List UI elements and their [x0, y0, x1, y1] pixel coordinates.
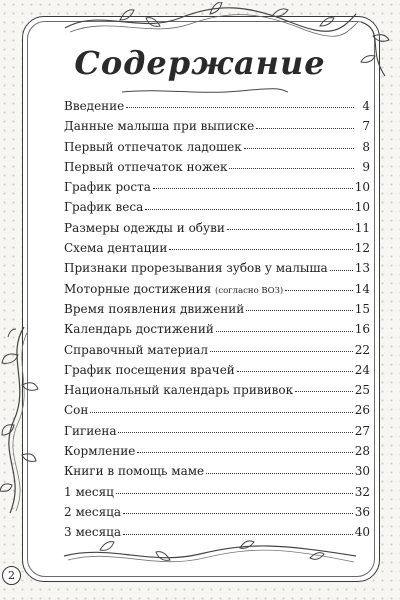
- toc-entry-title: [64, 177, 151, 197]
- toc-entry-title-text: Признаки прорезывания зубов у малыша: [64, 261, 328, 276]
- toc-entry[interactable]: [64, 461, 370, 481]
- toc-entry-page: 10: [354, 200, 370, 215]
- toc-entry-title: [64, 400, 88, 420]
- toc-entry-page: 12: [354, 241, 370, 256]
- toc-entry-page: 22: [354, 342, 370, 357]
- toc-entry-title-text: Первый отпечаток ножек: [64, 159, 228, 174]
- toc-entry-title-text: Данные малыша при выписке: [64, 119, 255, 134]
- toc-entry-page: 30: [354, 464, 370, 479]
- toc-entry-title: [64, 482, 114, 502]
- page-number: 2: [2, 566, 21, 585]
- toc-entry[interactable]: [64, 258, 370, 278]
- toc-entry-title: [64, 137, 242, 157]
- toc-dot-leader: [256, 127, 354, 129]
- toc-dot-leader: [285, 289, 353, 291]
- toc-entry[interactable]: [64, 502, 370, 522]
- toc-entry-title-text: 3 месяца: [64, 525, 122, 540]
- toc-dot-leader: [210, 350, 353, 352]
- toc-entry[interactable]: [64, 218, 370, 238]
- toc-entry-title: [64, 299, 244, 319]
- toc-entry[interactable]: [64, 238, 370, 258]
- toc-entry-page: 28: [354, 444, 370, 459]
- toc-entry[interactable]: [64, 319, 370, 339]
- toc-entry-title: [64, 96, 124, 116]
- toc-entry-title-text: Моторные достижения: [64, 281, 212, 296]
- toc-entry-title-text: Книги в помощь маме: [64, 464, 205, 479]
- toc-entry-page: 9: [362, 159, 370, 174]
- toc-dot-leader: [229, 167, 354, 169]
- toc-entry-page: 40: [354, 525, 370, 540]
- toc-entry[interactable]: [64, 360, 370, 380]
- toc-entry-title-text: 2 месяца: [64, 504, 122, 519]
- toc-entry-title: [64, 238, 167, 258]
- table-of-contents: [64, 96, 370, 543]
- toc-entry-title-text: График посещения врачей: [64, 362, 235, 377]
- toc-entry[interactable]: [64, 137, 370, 157]
- toc-entry-title-text: Кормление: [64, 444, 136, 459]
- toc-entry-page: 24: [354, 362, 370, 377]
- toc-entry-title: [64, 421, 116, 441]
- toc-entry-page: 8: [362, 139, 370, 154]
- toc-entry-page: 10: [354, 180, 370, 195]
- toc-entry[interactable]: [64, 96, 370, 116]
- toc-dot-leader: [295, 390, 353, 392]
- toc-entry-page: 7: [362, 119, 370, 134]
- toc-dot-leader: [118, 431, 352, 433]
- toc-dot-leader: [246, 309, 352, 311]
- toc-entry-page: 25: [354, 383, 370, 398]
- toc-entry-page: 26: [354, 403, 370, 418]
- title-flourish-icon: [120, 86, 290, 96]
- toc-dot-leader: [123, 533, 353, 535]
- toc-entry-title: [64, 340, 208, 360]
- toc-entry-title: [64, 441, 135, 461]
- toc-entry-title: [64, 279, 283, 301]
- toc-entry-page: 15: [354, 301, 370, 316]
- toc-dot-leader: [206, 472, 353, 474]
- toc-dot-leader: [237, 370, 353, 372]
- toc-entry-title-text: Размеры одежды и обуви: [64, 220, 225, 235]
- toc-entry-page: 11: [354, 220, 370, 235]
- toc-entry-title: [64, 319, 214, 339]
- toc-dot-leader: [126, 106, 354, 108]
- toc-entry-page: 36: [354, 504, 370, 519]
- toc-entry-page: 13: [354, 261, 370, 276]
- toc-entry-title-text: Справочный материал: [64, 342, 208, 357]
- toc-dot-leader: [137, 451, 352, 453]
- toc-entry[interactable]: [64, 197, 370, 217]
- toc-entry-title: [64, 157, 227, 177]
- toc-entry[interactable]: [64, 340, 370, 360]
- toc-dot-leader: [153, 187, 353, 189]
- toc-entry-title-text: Схема дентации: [64, 241, 168, 256]
- toc-entry-page: 14: [354, 281, 370, 296]
- toc-entry-title-text: Сон: [64, 403, 89, 418]
- toc-entry-page: 16: [354, 322, 370, 337]
- toc-entry-page: 32: [354, 484, 370, 499]
- toc-entry-title: [64, 360, 235, 380]
- toc-entry[interactable]: [64, 177, 370, 197]
- toc-entry[interactable]: [64, 299, 370, 319]
- toc-entry[interactable]: [64, 441, 370, 461]
- toc-entry-title-text: Календарь достижений: [64, 322, 214, 337]
- toc-entry-title-text: График роста: [64, 180, 151, 195]
- toc-entry[interactable]: [64, 279, 370, 299]
- toc-entry-title: [64, 218, 225, 238]
- toc-entry[interactable]: [64, 400, 370, 420]
- toc-entry-page: 27: [354, 423, 370, 438]
- toc-entry[interactable]: [64, 421, 370, 441]
- toc-dot-leader: [227, 228, 353, 230]
- toc-dot-leader: [244, 147, 354, 149]
- toc-entry-title: [64, 461, 204, 481]
- toc-entry[interactable]: [64, 482, 370, 502]
- toc-entry-note: (согласно ВОЗ): [215, 285, 284, 296]
- toc-entry[interactable]: [64, 380, 370, 400]
- toc-dot-leader: [116, 492, 353, 494]
- toc-entry-title: [64, 502, 121, 522]
- toc-entry-title-text: Время появления движений: [64, 301, 245, 316]
- toc-entry-title-text: Национальный календарь прививок: [64, 383, 294, 398]
- toc-entry-title: [64, 522, 121, 542]
- toc-entry-title-text: Гигиена: [64, 423, 117, 438]
- toc-dot-leader: [123, 512, 353, 514]
- page-title: Содержание: [74, 44, 326, 82]
- toc-entry-title-text: График веса: [64, 200, 144, 215]
- toc-entry-title: [64, 380, 293, 400]
- toc-entry-title: [64, 197, 143, 217]
- toc-entry-title-text: Первый отпечаток ладошек: [64, 139, 242, 154]
- toc-entry-title-text: 1 месяц: [64, 484, 114, 499]
- toc-entry-title: [64, 258, 328, 278]
- toc-dot-leader: [169, 248, 352, 250]
- toc-dot-leader: [90, 411, 352, 413]
- toc-dot-leader: [330, 269, 353, 271]
- toc-entry-title-text: Введение: [64, 99, 125, 113]
- toc-dot-leader: [216, 330, 353, 332]
- toc-entry-title: [64, 116, 254, 136]
- toc-entry-page: 4: [362, 99, 370, 113]
- toc-entry[interactable]: [64, 522, 370, 542]
- toc-entry[interactable]: [64, 116, 370, 136]
- toc-dot-leader: [145, 208, 353, 210]
- toc-entry[interactable]: [64, 157, 370, 177]
